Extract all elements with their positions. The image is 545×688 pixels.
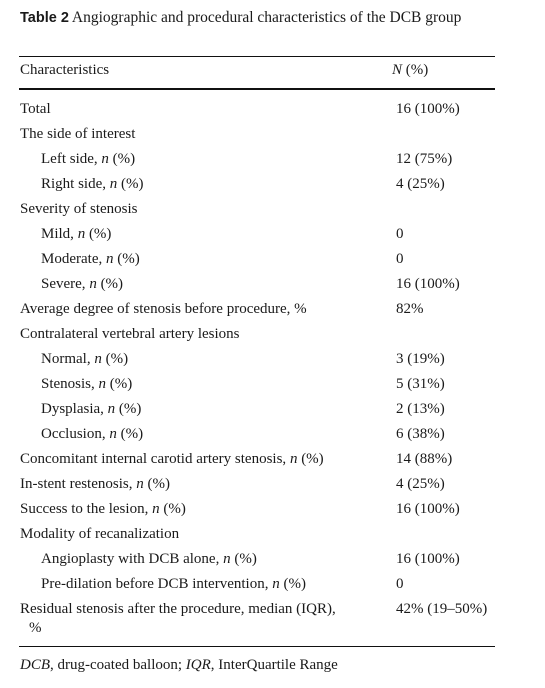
row-label: [41, 350, 128, 368]
table-row: [20, 350, 495, 375]
table-row: [20, 400, 495, 425]
table-row: [20, 475, 495, 500]
row-label: [41, 425, 143, 443]
row-label-text: Stenosis,: [41, 376, 99, 392]
row-value: 16 (100%): [396, 101, 460, 117]
row-label-n: n: [89, 276, 97, 292]
row-value: 16 (100%): [396, 276, 460, 292]
row-label-suffix: (%): [106, 376, 133, 392]
row-value: 16 (100%): [396, 501, 460, 517]
row-label: [41, 175, 144, 193]
row-label-text: The side of interest: [20, 126, 136, 142]
table-row: [20, 575, 495, 600]
row-label: [41, 250, 140, 268]
row-label: [41, 375, 132, 393]
row-label: [20, 525, 179, 543]
row-label-n: n: [289, 451, 298, 467]
row-label-text: Severe,: [41, 276, 90, 292]
row-label-text: Left side,: [41, 151, 102, 167]
table-footnote: [20, 657, 338, 674]
table-row: [20, 425, 495, 450]
row-label-suffix: (%): [101, 351, 129, 367]
table-row: [20, 100, 495, 125]
row-value: 4 (25%): [396, 176, 445, 192]
top-rule: [19, 56, 495, 57]
row-label-suffix: (%): [115, 401, 142, 417]
row-label-text: In-stent restenosis,: [20, 476, 137, 492]
row-label-text: Dysplasia,: [41, 401, 108, 417]
table-row: [20, 325, 495, 350]
row-label: [20, 300, 307, 318]
row-label: [20, 475, 170, 493]
table-row: [20, 375, 495, 400]
footnote-dcb: DCB: [20, 657, 50, 673]
row-label-text: Normal,: [41, 351, 95, 367]
row-value: 4 (25%): [396, 476, 445, 492]
row-label-n: n: [77, 226, 86, 242]
row-label-suffix: (%): [117, 176, 144, 192]
table-row: [20, 525, 495, 550]
table-row: [20, 275, 495, 300]
row-label: [20, 125, 135, 143]
footnote-iqr-def: , InterQuartile Range: [210, 657, 338, 673]
row-label-text: Contralateral vertebral artery lesions: [20, 326, 240, 342]
row-label-suffix: (%): [159, 501, 186, 517]
row-value: 6 (38%): [396, 426, 445, 442]
row-label-text: Angioplasty with DCB alone,: [41, 551, 224, 567]
header-percent: (%): [402, 62, 429, 78]
row-label-n: n: [223, 551, 231, 567]
table-row: [20, 150, 495, 175]
row-label-n: n: [272, 576, 280, 592]
row-label: [41, 550, 257, 568]
row-label-suffix: (%): [297, 451, 324, 467]
row-label-n: n: [98, 376, 107, 392]
row-label-text: Residual stenosis after the procedure, median (IQR),: [20, 601, 336, 617]
row-label-n: n: [136, 476, 144, 492]
row-value: 0: [396, 226, 404, 242]
row-value: 0: [396, 576, 404, 592]
row-label: [41, 575, 306, 593]
footnote-iqr: IQR: [185, 657, 211, 673]
row-label-text: Pre-dilation before DCB intervention,: [41, 576, 273, 592]
row-value: 3 (19%): [396, 351, 445, 367]
row-label: [20, 600, 336, 618]
row-label-suffix: (%): [108, 151, 136, 167]
row-value: 16 (100%): [396, 551, 460, 567]
row-value: 5 (31%): [396, 376, 445, 392]
row-label-suffix: (%): [96, 276, 124, 292]
row-value: 14 (88%): [396, 451, 453, 467]
row-label-suffix: (%): [143, 476, 170, 492]
row-label-text: Total: [20, 101, 51, 117]
table-caption: [20, 7, 525, 29]
row-label: [20, 500, 186, 518]
header-n-percent: [392, 62, 428, 79]
row-label: [20, 100, 51, 118]
row-label-text: Success to the lesion,: [20, 501, 153, 517]
row-label-text: Severity of stenosis: [20, 201, 138, 217]
row-value: 12 (75%): [396, 151, 453, 167]
row-value: 82%: [396, 301, 424, 317]
row-value: 2 (13%): [396, 401, 445, 417]
table-row: [20, 500, 495, 525]
row-label-n: n: [94, 351, 102, 367]
table-title: Angiographic and procedural characteristics of the DCB group: [68, 9, 462, 26]
row-label-suffix: (%): [116, 426, 144, 442]
row-value: 42% (19–50%): [396, 601, 488, 617]
table-row: [20, 550, 495, 575]
footnote-dcb-def: , drug-coated balloon;: [50, 657, 186, 673]
row-label-n: n: [105, 251, 114, 267]
row-label-n: n: [109, 426, 117, 442]
header-rule: [19, 88, 495, 90]
row-label: [41, 400, 141, 418]
row-label-text: Right side,: [41, 176, 110, 192]
row-label: [20, 450, 324, 468]
table-row: [20, 600, 495, 636]
row-label-text: Occlusion,: [41, 426, 110, 442]
row-label-text: Modality of recanalization: [20, 526, 180, 542]
row-label-n: n: [107, 401, 116, 417]
row-label-suffix: (%): [230, 551, 257, 567]
row-label-suffix: (%): [113, 251, 140, 267]
table-row: [20, 450, 495, 475]
row-label: [20, 200, 138, 218]
row-label: [41, 225, 111, 243]
table-row: [20, 300, 495, 325]
row-label: [41, 150, 135, 168]
row-label-n: n: [101, 151, 109, 167]
table-row: [20, 200, 495, 225]
row-label: [41, 275, 123, 293]
row-label-suffix: (%): [279, 576, 306, 592]
row-label-text: Moderate,: [41, 251, 106, 267]
row-label-text: Mild,: [41, 226, 78, 242]
row-label-text: Concomitant internal carotid artery stenosis,: [20, 451, 290, 467]
bottom-rule: [19, 646, 495, 647]
table-row: [20, 250, 495, 275]
table-row: [20, 125, 495, 150]
row-value: 0: [396, 251, 404, 267]
row-label: [20, 325, 240, 343]
row-label-continuation: %: [29, 620, 42, 636]
row-label-n: n: [152, 501, 160, 517]
row-label-suffix: (%): [85, 226, 112, 242]
table-number: Table 2: [20, 10, 69, 26]
header-characteristics: Characteristics: [20, 62, 110, 78]
table-row: [20, 175, 495, 200]
table-row: [20, 225, 495, 250]
header-n: N: [392, 62, 403, 78]
row-label-text: Average degree of stenosis before procedure, %: [20, 301, 307, 317]
row-label-n: n: [109, 176, 118, 192]
